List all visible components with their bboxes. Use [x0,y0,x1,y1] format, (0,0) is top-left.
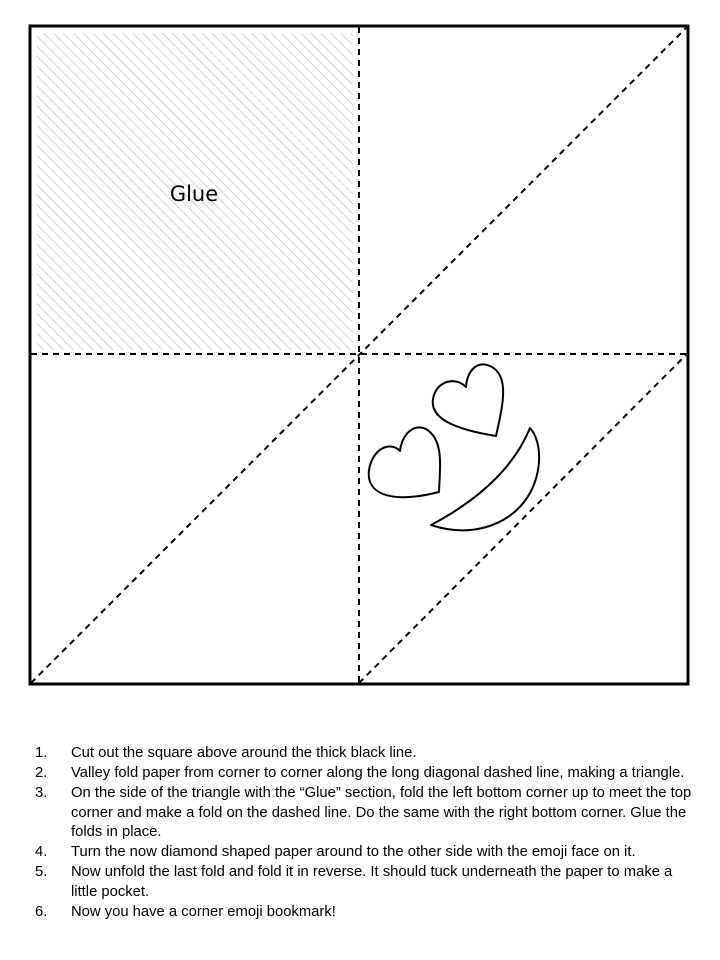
step-number: 4. [35,844,48,860]
heart-eye-right-icon [433,364,503,436]
smile-mouth-icon [431,428,539,530]
step-text: Now you have a corner emoji bookmark! [71,903,336,920]
glue-label: Glue [169,182,219,206]
instruction-step [35,903,695,923]
step-text: On the side of the triangle with the “Glue” section, fold the left bottom corner up to meet the top corner and make a fold on the dashed line. Do the same with the right bottom corner. Glue the folds in place. [71,785,692,840]
step-text: Turn the now diamond shaped paper around to the other side with the emoji face on it. [71,844,636,860]
step-text: Valley fold paper from corner to corner along the long diagonal dashed line, making a triangle. [71,765,685,781]
instruction-step [35,863,695,902]
step-number: 1. [35,745,48,761]
step-number: 6. [35,903,48,920]
instruction-step [35,744,695,764]
instruction-step [35,843,695,863]
instruction-step [35,764,695,784]
step-number: 3. [35,785,48,801]
short-diagonal-fold-line [359,354,687,683]
step-text: Now unfold the last fold and fold it in reverse. It should tuck underneath the paper to make a little pocket. [71,864,673,900]
step-text: Cut out the square above around the thick black line. [71,745,417,761]
step-number: 2. [35,765,48,781]
emoji-face [369,364,539,530]
step-number: 5. [35,864,48,880]
heart-eye-left-icon [369,427,440,497]
instruction-step [35,784,695,843]
instructions-list [35,744,695,922]
